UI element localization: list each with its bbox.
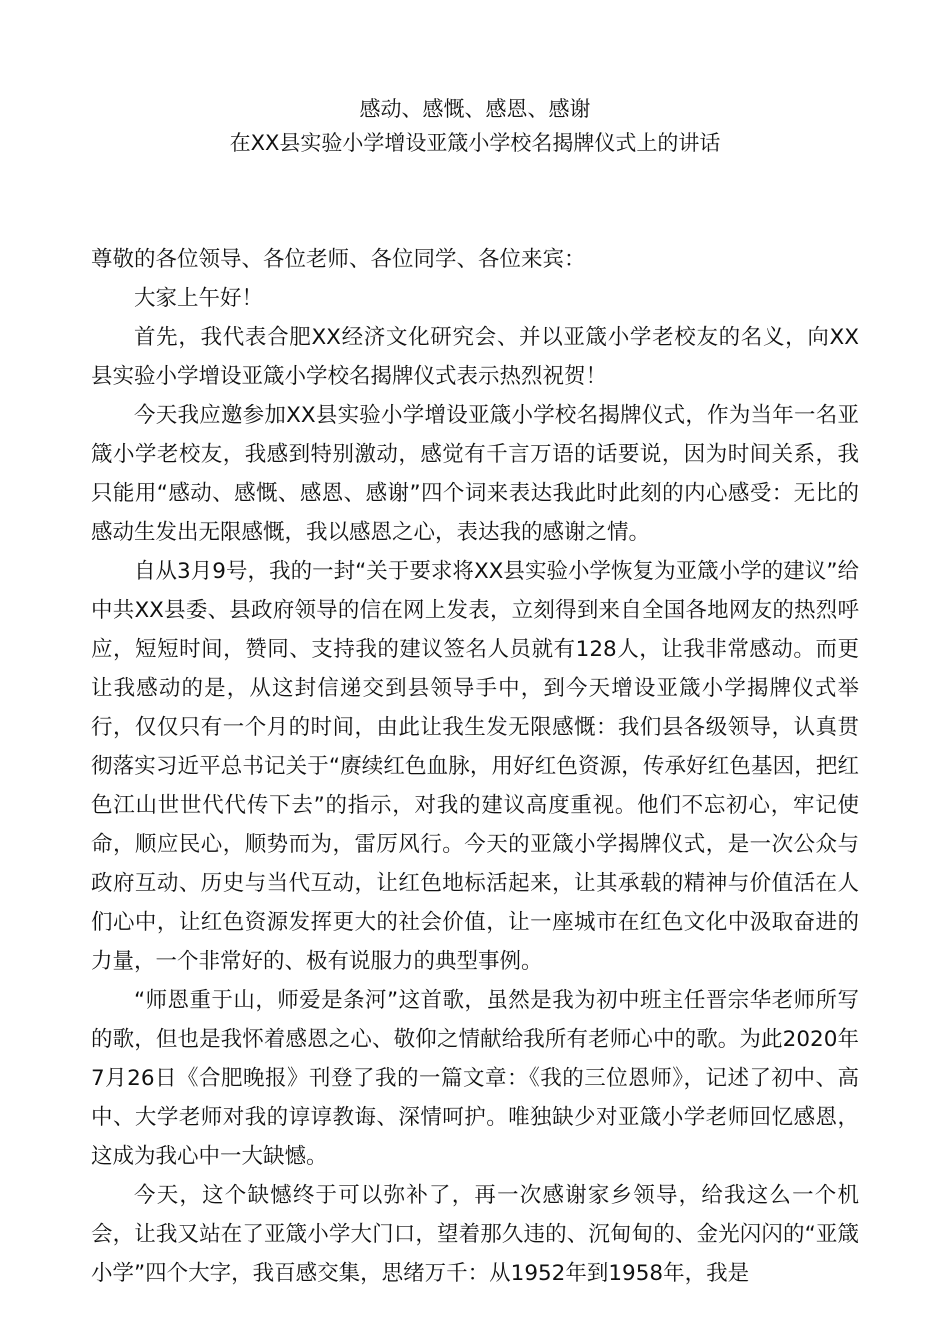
- document-title: 感动、感慨、感恩、感谢: [359, 97, 591, 121]
- paragraph: 今天我应邀参加XX县实验小学增设亚箴小学校名揭牌仪式，作为当年一名亚箴小学老校友，我感到特别激动，感觉有千言万语的话要说，因为时间关系，我只能用“感动、感慨、感恩、感谢”四个词来表达我此时此刻的内心感受：无比的感动生发出无限感慨，我以感恩之心，表达我的感谢之情。: [91, 403, 859, 545]
- title-block: [0, 92, 950, 160]
- salutation: 尊敬的各位领导、各位老师、各位同学、各位来宾：: [91, 247, 586, 272]
- paragraph: 大家上午好！: [134, 286, 264, 311]
- speech-body: [91, 240, 859, 1293]
- paragraph: 今天，这个缺憾终于可以弥补了，再一次感谢家乡领导，给我这么一个机会，让我又站在了亚箴小学大门口，望着那久违的、沉甸甸的、金光闪闪的“亚箴小学”四个大字，我百感交集，思绪万千：从1952年到1958年，我是: [91, 1183, 859, 1286]
- paragraph: 自从3月9号，我的一封“关于要求将XX县实验小学恢复为亚箴小学的建议”给中共XX县委、县政府领导的信在网上发表，立刻得到来自全国各地网友的热烈呼应，短短时间，赞同、支持我的建议签名人员就有128人，让我非常感动。而更让我感动的是，从这封信递交到县领导手中，到今天增设亚箴小学揭牌仪式举行，仅仅只有一个月的时间，由此让我生发无限感慨：我们县各级领导，认真贯彻落实习近平总书记关于“赓续红色血脉，用好红色资源，传承好红色基因，把红色江山世世代代传下去”的指示，对我的建议高度重视。他们不忘初心，牢记使命，顺应民心，顺势而为，雷厉风行。今天的亚箴小学揭牌仪式，是一次公众与政府互动、历史与当代互动，让红色地标活起来，让其承载的精神与价值活在人们心中，让红色资源发挥更大的社会价值，让一座城市在红色文化中汲取奋进的力量，一个非常好的、极有说服力的典型事例。: [91, 559, 859, 974]
- paragraph: 首先，我代表合肥XX经济文化研究会、并以亚箴小学老校友的名义，向XX县实验小学增设亚箴小学校名揭牌仪式表示热烈祝贺！: [91, 325, 859, 389]
- paragraph: “师恩重于山，师爱是条河”这首歌，虽然是我为初中班主任晋宗华老师所写的歌，但也是我怀着感恩之心、敬仰之情献给我所有老师心中的歌。为此2020年7月26日《合肥晚报》刊登了我的一篇文章：《我的三位恩师》，记述了初中、高中、大学老师对我的谆谆教诲、深情呵护。唯独缺少对亚箴小学老师回忆感恩，这成为我心中一大缺憾。: [91, 988, 859, 1169]
- document-subtitle: 在XX县实验小学增设亚箴小学校名揭牌仪式上的讲话: [229, 131, 721, 155]
